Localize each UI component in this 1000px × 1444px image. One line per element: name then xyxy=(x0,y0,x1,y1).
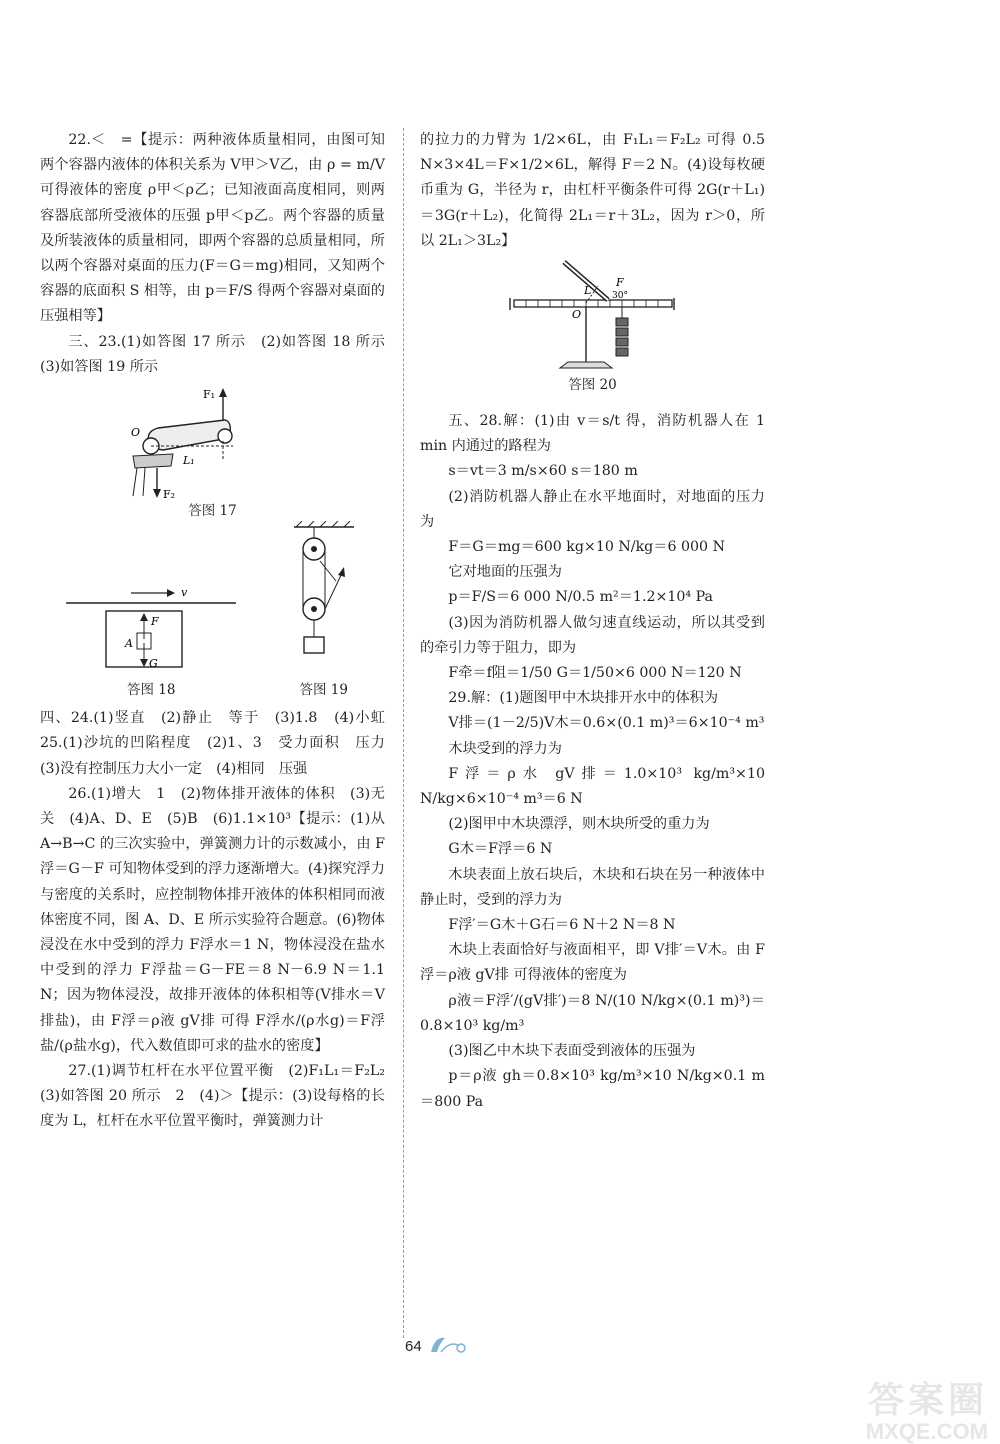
answer-22: 22.＜ =【提示：两种液体质量相同，由图可知两个容器内液体的体积关系为 V甲＞V乙，由 ρ = m/V 可得液体的密度 ρ甲＜ρ乙；已知液面高度相同，则两容器底部所受液体的压强 p甲＜p乙。两个容器的质量及所装液体的质量相同，即两个容器的总质量相同，所以两个容器对桌面的压力(F＝G＝mg)相同，又知两个容器的底面积 S 相等，由 p＝F/S 得两个容器对桌面的压强相等】 xyxy=(40,132,385,325)
f1-label: F₁ xyxy=(202,388,215,402)
answer-28-formula-traction: F牵＝f阻＝1/50 G＝1/50×6 000 N＝120 N xyxy=(448,665,742,682)
figure-19-wrap xyxy=(284,521,364,700)
force-f-label: F xyxy=(151,615,159,629)
force-f-label: F xyxy=(615,276,624,290)
answer-29-part3: (3)图乙中木块下表面受到液体的压强为 xyxy=(448,1043,696,1060)
figure-20 xyxy=(508,260,678,375)
block-a-label: A xyxy=(125,637,134,651)
pivot-o-label: O xyxy=(130,426,140,440)
answer-29-formula-density: ρ液＝F浮′/(gV排′)＝8 N/(10 N/kg×(0.1 m)³)＝0.8×10³ kg/m³ xyxy=(420,992,765,1034)
answer-29-part1: 29.解：(1)题图甲中木块排开水中的体积为 xyxy=(448,690,719,707)
column-divider xyxy=(403,128,404,1338)
answer-24-25: 四、24.(1)竖直 (2)静止 等于 (3)1.8 (4)小虹 25.(1)沙坑的凹陷程度 (2)1、3 受力面积 压力 (3)没有控制压力大小一定 (4)相同 压强 xyxy=(40,710,400,777)
answer-29-formula-g: G木＝F浮＝6 N xyxy=(448,841,553,858)
page-number: 64 xyxy=(405,1338,422,1355)
leaf-ornament-icon xyxy=(427,1332,471,1356)
watermark xyxy=(866,1380,988,1444)
answer-27-continued: 的拉力的力臂为 1/2×6L，由 F₁L₁＝F₂L₂ 可得 0.5 N×3×4L＝F×1/2×6L，解得 F＝2 N。(4)设每枚硬币重为 G，半径为 r，由杠杆平衡条件可得 2G(r＋L₁)＝3G(r＋L₂)，化简得 2L₁＝r＋3L₂，因为 r＞0，所以 2L₁＞3L₂】 xyxy=(420,132,765,249)
angle-label: 30° xyxy=(611,291,628,302)
figure-17-caption: 答图 17 xyxy=(188,503,237,520)
figure-19 xyxy=(284,521,364,671)
left-column xyxy=(40,128,400,1135)
watermark-url: MXQE.COM xyxy=(865,1419,988,1444)
answer-28-part3: (3)因为消防机器人做匀速直线运动，所以其受到的牵引力等于阻力，即为 xyxy=(420,614,765,656)
answer-29-formula-v: V排＝(1－2/5)V木＝0.6×(0.1 m)³＝6×10⁻⁴ m³ xyxy=(448,715,765,732)
watermark-logo: 答案圈 xyxy=(867,1379,988,1420)
answer-28-pressure-intro: 它对地面的压强为 xyxy=(448,564,562,581)
figure-row-18-19 xyxy=(40,521,385,700)
answer-29-formula-f2: F浮′＝G木＋G石＝6 N＋2 N＝8 N xyxy=(448,917,676,934)
answer-28-formula-f: F＝G＝mg＝600 kg×10 N/kg＝6 000 N xyxy=(448,539,725,556)
l1-label: L₁ xyxy=(182,454,195,468)
answer-29-part2: (2)图甲中木块漂浮，则木块所受的重力为 xyxy=(448,816,710,833)
answer-27: 27.(1)调节杠杆在水平位置平衡 (2)F₁L₁＝F₂L₂ (3)如答图 20 所示 2 (4)＞【提示：(3)设每格的长度为 L，杠杆在水平位置平衡时，弹簧测力计 xyxy=(40,1063,400,1130)
answer-23: 三、23.(1)如答图 17 所示 (2)如答图 18 所示 (3)如答图 19 所示 xyxy=(40,333,400,375)
answer-29-formula-pressure: p＝ρ液 gh＝0.8×10³ kg/m³×10 N/kg×0.1 m＝800 Pa xyxy=(420,1068,765,1110)
answer-28-formula-p: p＝F/S＝6 000 N/0.5 m²＝1.2×10⁴ Pa xyxy=(448,589,713,606)
velocity-label: v xyxy=(181,586,188,600)
figure-19-caption: 答图 19 xyxy=(299,682,348,699)
answer-28-part2: (2)消防机器人静止在水平地面时，对地面的压力为 xyxy=(420,488,765,530)
arm-l-label: L xyxy=(583,284,591,298)
answer-28-part1: 五、28.解：(1)由 v＝s/t 得，消防机器人在 1 min 内通过的路程为 xyxy=(420,413,765,455)
pivot-o-label: O xyxy=(571,308,581,322)
figure-17 xyxy=(113,386,313,501)
figure-18-caption: 答图 18 xyxy=(127,682,176,699)
answer-29-formula-buoyancy: F浮＝ρ水 gV排＝1.0×10³ kg/m³×10 N/kg×6×10⁻⁴ m³＝6 N xyxy=(420,765,765,808)
right-column xyxy=(420,128,765,1115)
gravity-g-label: G xyxy=(149,657,159,671)
f2-label: F₂ xyxy=(162,488,175,502)
figure-20-caption: 答图 20 xyxy=(568,377,617,394)
answer-29-stone: 木块表面上放石块后，木块和石块在另一种液体中静止时，受到的浮力为 xyxy=(420,866,765,908)
answer-29-flush: 木块上表面恰好与液面相平，即 V排′＝V木。由 F浮＝ρ液 gV排 可得液体的密度为 xyxy=(420,942,765,984)
figure-18 xyxy=(61,581,241,671)
figure-18-wrap xyxy=(61,581,241,700)
answer-29-buoyancy-intro: 木块受到的浮力为 xyxy=(448,740,562,757)
answer-26: 26.(1)增大 1 (2)物体排开液体的体积 (3)无关 (4)A、D、E (5)B (6)1.1×10³【提示：(1)从 A→B→C 的三次实验中，弹簧测力计的示数减小，由 F浮＝G－F 可知物体受到的浮力逐渐增大。(4)探究浮力与密度的关系时，应控制物体排开液体的体积相同而液体密度不同，图 A、D、E 所示实验符合题意。(6)物体浸没在水中受到的浮力 F浮水＝1 N，物体浸没在盐水中受到的浮力 F浮盐＝G－FE＝8 N－6.9 N＝1.1 N；因为物体浸没，故排开液体的体积相等(V排水＝V排盐)，由 F浮＝ρ液 gV排 可得 F浮水/(ρ水g)＝F浮盐/(ρ盐水g)，代入数值即可求的盐水的密度】 xyxy=(40,785,385,1054)
answer-28-formula-s: s＝vt＝3 m/s×60 s＝180 m xyxy=(448,463,638,480)
